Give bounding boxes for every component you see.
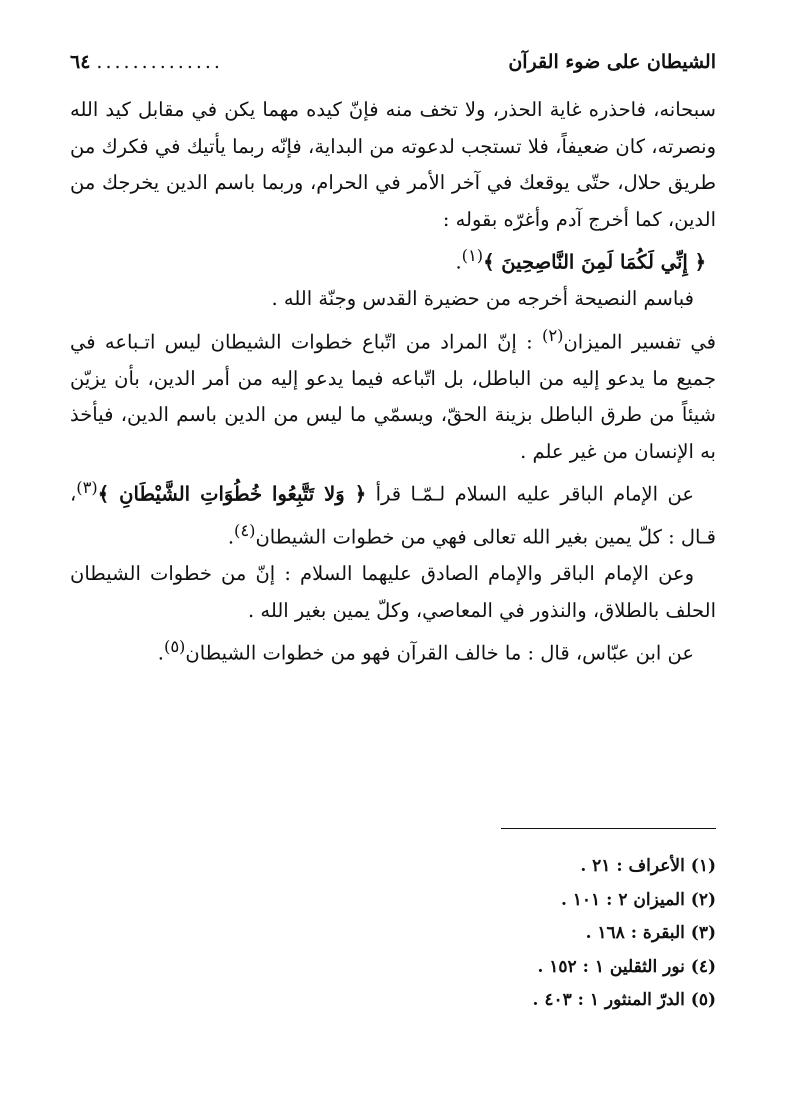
paragraph-1-text: سبحانه، فاحذره غاية الحذر، ولا تخف منه فإنّ كيده مهما يكن في مقابل كيد الله ونصرته، كان ضعيفاً، فلا تستجب لدعوته من البداية، فإنّه ربما يأتيك في فكرك من طريق حلال، حتّى يوقعك في آخر الأمر في الحرام، وربما باسم الدين يخرجك من الدين، كما أخرج آدم وأغرّه بقوله : — [70, 98, 716, 231]
footnote-5: (٥) الدرّ المنثور ١ : ٤٠٣ . — [532, 990, 716, 1010]
paragraph-3-lead: عن الإمام الباقر عليه السلام لـمّـا قرأ — [366, 482, 694, 506]
quran-verse-1-line: ﴿ إِنِّي لَكُمَا لَمِنَ النَّاصِحِينَ ﴾$^{(١)}$. — [455, 246, 706, 274]
page-number: ٦٤ — [70, 51, 91, 73]
paragraph-2-lead: في تفسير الميزان — [563, 330, 716, 353]
paragraph-4 — [70, 556, 716, 629]
paragraph-4-text: وعن الإمام الباقر والإمام الصادق عليهما السلام : إنّ من خطوات الشيطان الحلف بالطلاق، والنذور في المعاصي، وكلّ يمين بغير الله . — [70, 562, 716, 622]
header-dots: .............. — [96, 51, 223, 73]
footnotes — [70, 850, 716, 1018]
paragraph-3-text: ، قـال : كلّ يمين بغير الله تعالى فهي من خطوات الشيطان — [70, 482, 716, 549]
footnote-2: (٢) الميزان ٢ : ١٠١ . — [560, 889, 716, 910]
running-header — [70, 46, 716, 78]
paragraph-1b-text: فباسم النصيحة أخرجه من حضيرة القدس وجنّة الله . — [271, 287, 694, 310]
paragraph-5-text: عن ابن عبّاس، قال : ما خالف القرآن فهو من خطوات الشيطان — [185, 641, 694, 665]
paragraph-5 — [70, 629, 716, 672]
footnote-3: (٣) البقرة : ١٦٨ . — [585, 923, 716, 943]
body-text — [70, 92, 716, 672]
paragraph-2-text: : إنّ المراد من اتّباع خطوات الشيطان ليس اتـباعه في جميع ما يدعو إليه من الباطل، بل اتّباعه فيما يدعو إليه من أمر الدين، بأن يزيّن شيئاً من طرق الباطل بزينة الحقّ، ويسمّي ما ليس من الدين باسم الدين، فيأخذ به الإنسان من غير علم . — [70, 330, 716, 463]
paragraph-2 — [70, 318, 716, 471]
footnote-1: (١) الأعراف : ٢١ . — [580, 856, 716, 876]
header-left — [70, 51, 223, 73]
paragraph-3 — [70, 470, 716, 556]
paragraph-1 — [70, 92, 716, 238]
footnote-ref-1: (١) — [461, 246, 484, 265]
header-title: الشيطان على ضوء القرآن — [508, 51, 716, 73]
quran-verse-2: ﴿ وَلا تَتَّبِعُوا خُطُوَاتِ الشَّيْطَانِ ﴾ — [97, 482, 367, 506]
footnote-ref-2: (٢) — [542, 325, 564, 345]
footnote-ref-5: (٥) — [163, 637, 186, 656]
paragraph-5-end: . — [157, 641, 164, 665]
footnote-ref-4: (٤) — [234, 521, 256, 540]
paragraph-3-end: . — [227, 525, 235, 549]
footnote-ref-3: (٣) — [76, 478, 98, 497]
footnote-divider — [501, 828, 716, 829]
quran-verse-1: ﴿ إِنِّي لَكُمَا لَمِنَ النَّاصِحِينَ ﴾ — [483, 250, 706, 274]
footnote-4: (٤) نور الثقلين ١ : ١٥٢ . — [537, 956, 716, 977]
paragraph-1b — [70, 281, 716, 318]
